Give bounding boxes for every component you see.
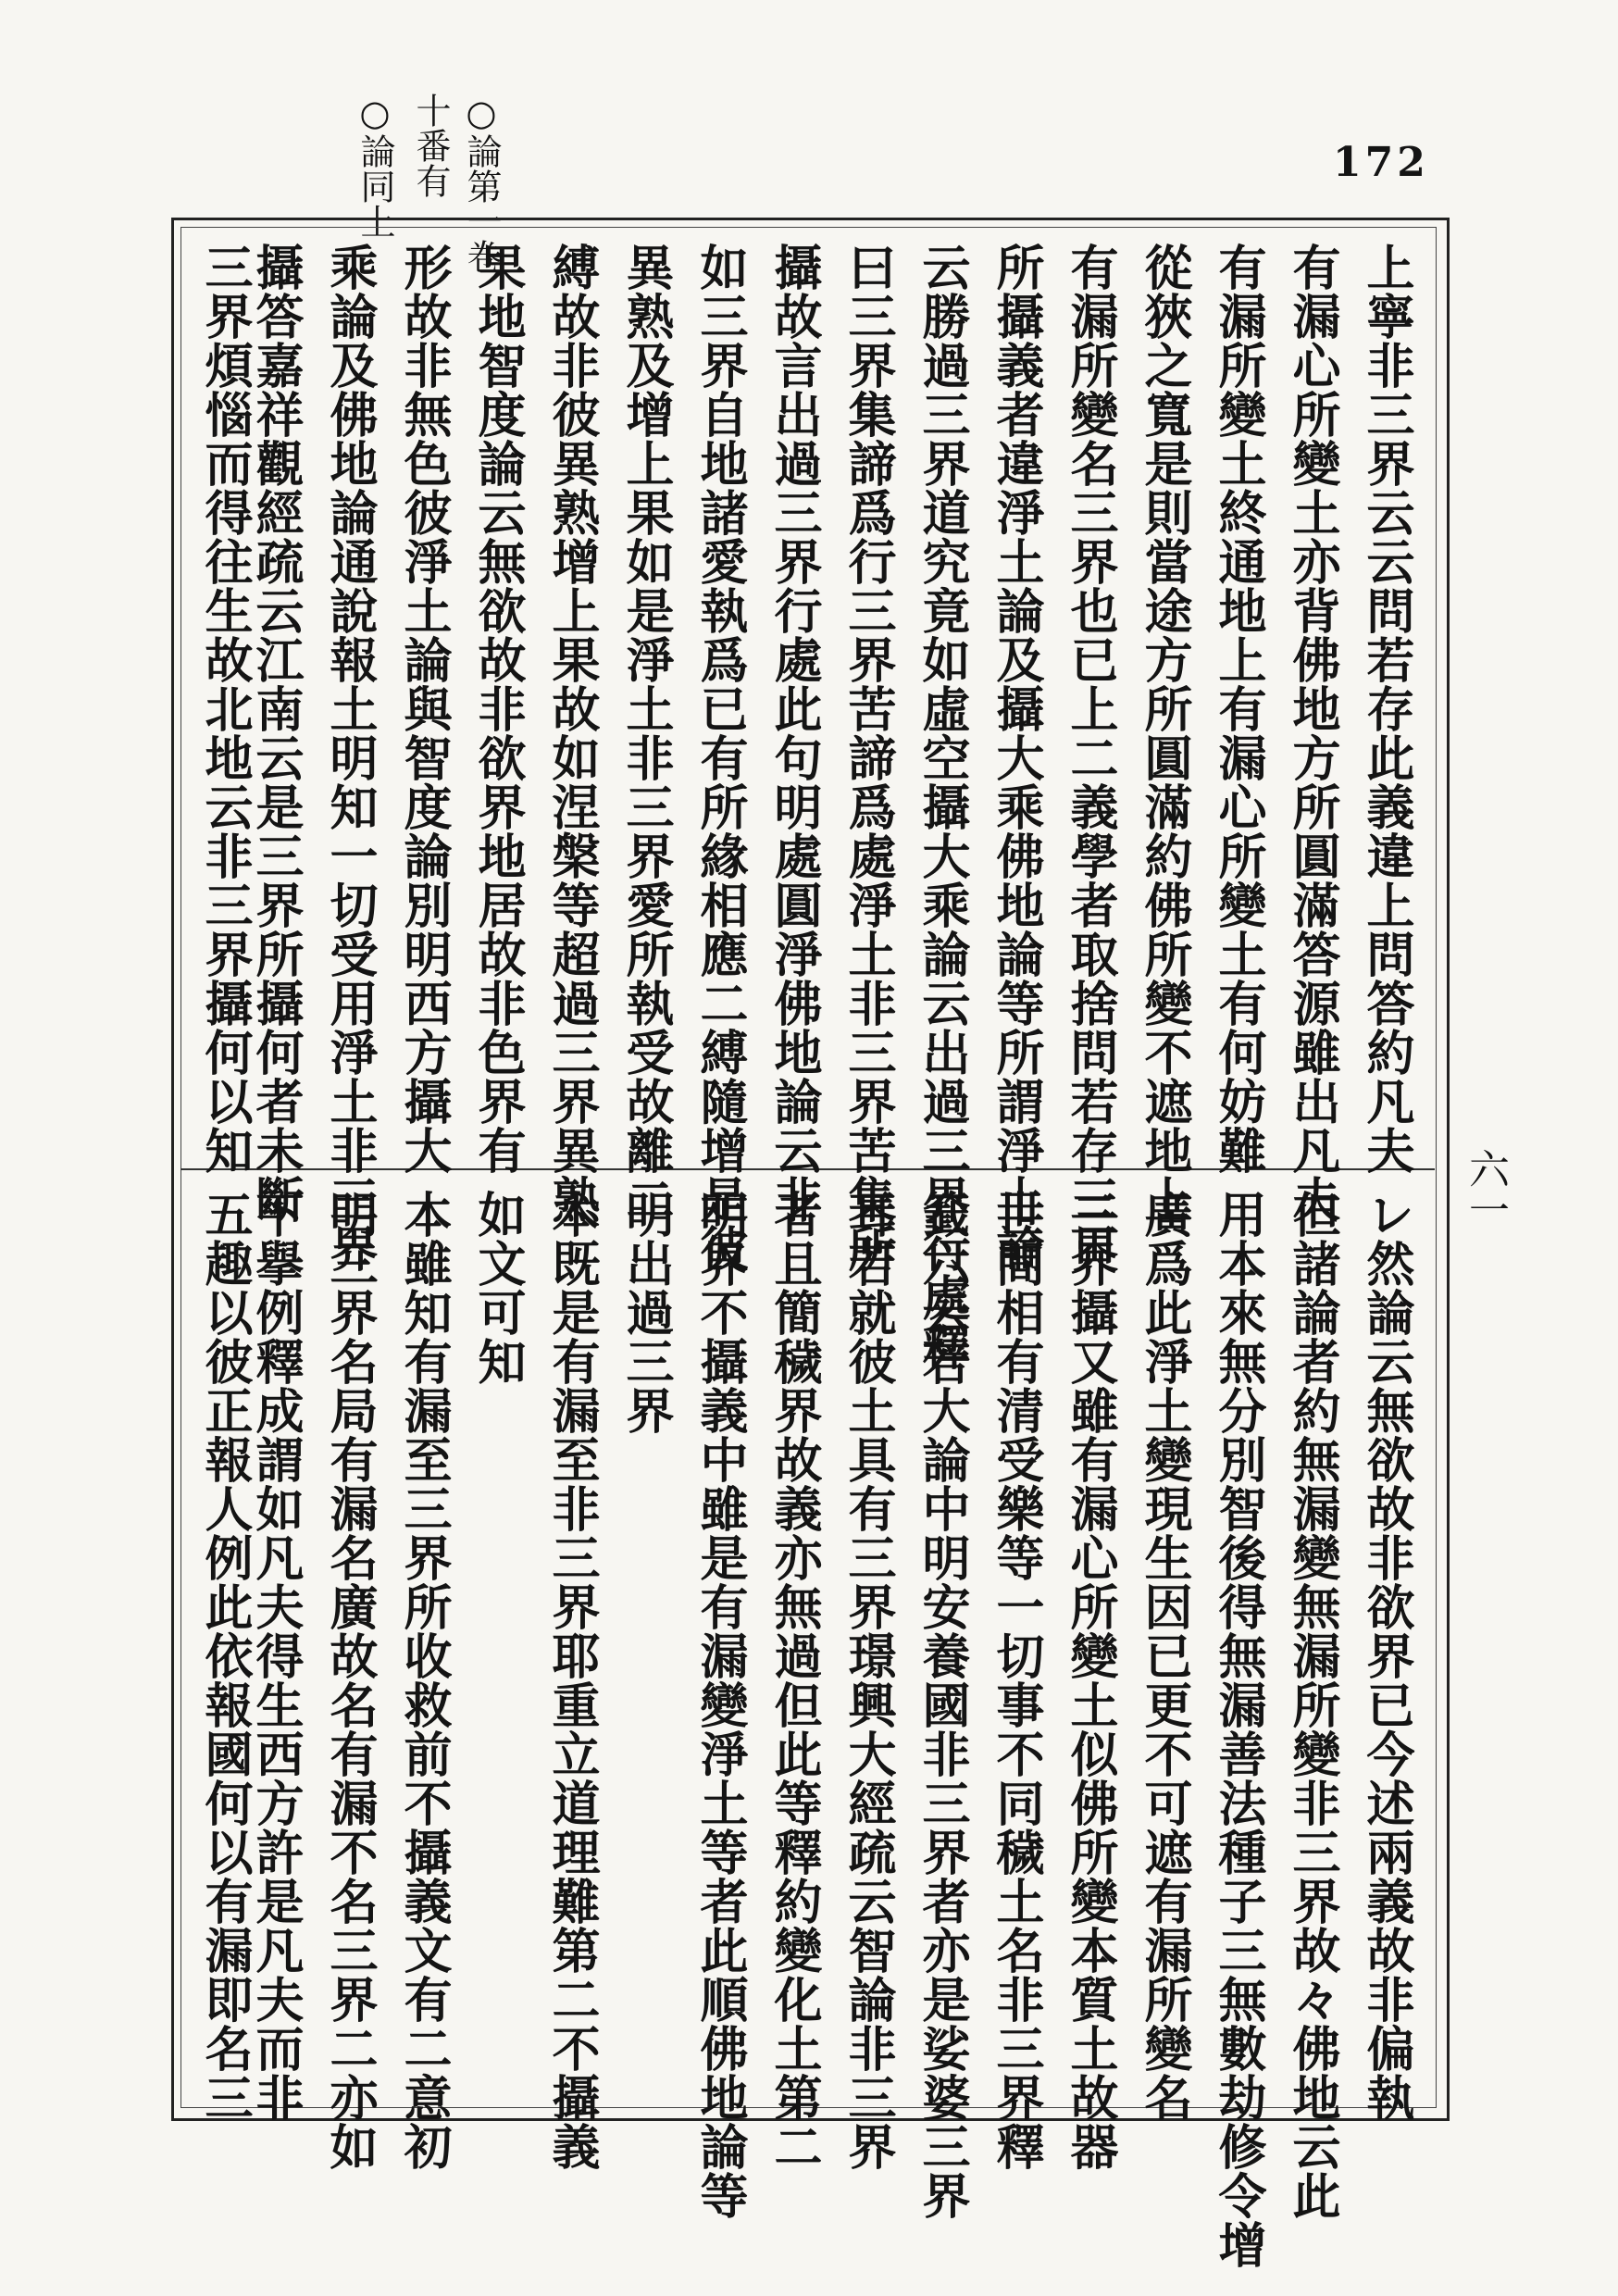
text-column: 世間相有清受樂等一切事不同穢土名非三界釋 xyxy=(988,1190,1044,2171)
text-column: 攝故言出過三界行處此句明處圓淨佛地論云非 xyxy=(765,243,822,1224)
text-column: 但諸論者約無漏變無漏所變非三界故々佛地云此 xyxy=(1284,1190,1340,2220)
text-column: 本既是有漏至非三界耶重立道理難第二不攝義 xyxy=(543,1190,600,2171)
text-column: 廣爲此淨土變現生因已更不可遮有漏所變名 xyxy=(1136,1190,1192,2122)
text-column: 攝答嘉祥觀經疏云江南云是三界所攝何者未斷 xyxy=(247,243,304,1224)
text-column: 耳若就彼土具有三界璟興大經疏云智論非三界 xyxy=(840,1190,896,2171)
text-column: 如文可知 xyxy=(469,1190,526,1386)
text-column: 用本來無分別智後得無漏善法種子三無數劫修令增 xyxy=(1210,1190,1266,2269)
text-column: 本雖知有漏至三界所收救前不攝義文有二意初 xyxy=(395,1190,452,2171)
page-number: 172 xyxy=(1333,139,1429,186)
margin-note: ○論同上 xyxy=(355,93,395,239)
margin-note: ○論第一卷 xyxy=(461,93,502,274)
text-column: 異熟及增上果如是淨土非三界愛所執受故離二 xyxy=(617,243,674,1224)
text-column: 曰三界集諦爲行三界苦諦爲處淨土非三界苦集所 xyxy=(840,243,896,1273)
text-column: 形故非無色彼淨土論與智度論別明西方攝大 xyxy=(395,243,452,1175)
text-column: レ然論云無欲故非欲界已今述兩義故非偏執 xyxy=(1358,1190,1414,2122)
text-column: 所攝義者違淨土論及攝大乘佛地論等所謂淨土論 xyxy=(988,243,1044,1273)
text-column: 三界攝又雖有漏心所變土似佛所變本質土故器 xyxy=(1062,1190,1118,2171)
text-column: 果地智度論云無欲故非欲界地居故非色界有 xyxy=(469,243,526,1175)
text-column: 五趣以彼正報人例此依報國何以有漏即名三 xyxy=(196,1190,253,2122)
text-column: 明界不攝義中雖是有漏變淨土等者此順佛地論等 xyxy=(691,1190,748,2220)
text-column: 云勝過三界道究竟如虛空攝大乘論云出過三界行處釋 xyxy=(914,243,970,1371)
text-column: 上寧非三界云云問若存此義違上問答約凡夫 xyxy=(1358,243,1414,1175)
text-column: 明出過三界 xyxy=(617,1190,674,1435)
margin-note: 十番有 xyxy=(410,93,451,198)
text-column: 者且簡穢界故義亦無過但此等釋約變化土第二 xyxy=(765,1190,822,2171)
text-column: 有漏所變名三界也已上二義學者取捨問若存三界 xyxy=(1062,243,1118,1273)
text-column: 從狹之寬是則當途方所圓滿約佛所變不遮地上 xyxy=(1136,243,1192,1224)
text-column: 籖六云若大論中明安養國非三界者亦是娑婆三界 xyxy=(914,1190,970,2220)
side-page-number: 六一 xyxy=(1462,1148,1509,1229)
text-column: 下擧例釋成謂如凡夫得生西方許是凡夫而非 xyxy=(247,1190,304,2122)
text-column: 三界煩惱而得往生故北地云非三界攝何以知 xyxy=(196,243,253,1175)
text-column: 有漏心所變土亦背佛地方所圓滿答源雖出凡夫 xyxy=(1284,243,1340,1224)
text-column: 縛故非彼異熟增上果故如涅槃等超過三界異熟 xyxy=(543,243,600,1224)
text-column: 如三界自地諸愛執爲已有所緣相應二縛隨增是彼 xyxy=(691,243,748,1273)
text-column: 乘論及佛地論通說報土明知一切受用淨土非三界 xyxy=(321,243,378,1273)
text-column: 有漏所變土終通地上有漏心所變土有何妨難 xyxy=(1210,243,1266,1175)
text-column: 明三界名局有漏名廣故名有漏不名三界二亦如 xyxy=(321,1190,378,2171)
